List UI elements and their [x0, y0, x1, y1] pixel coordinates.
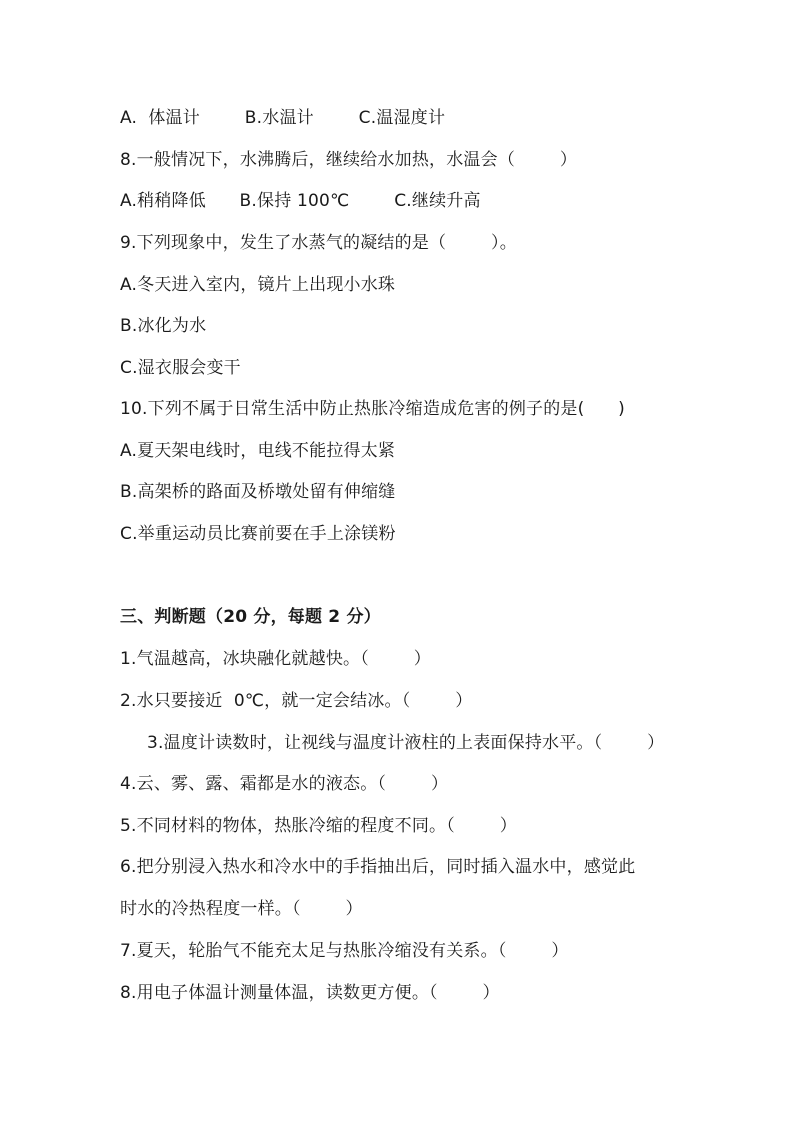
- q9-question: 9.下列现象中，发生了水蒸气的凝结的是（ ）。: [120, 233, 517, 253]
- tf-item-3: 3.温度计读数时，让视线与温度计液柱的上表面保持水平。（ ）: [147, 733, 665, 753]
- q10-option-a: A.夏天架电线时，电线不能拉得太紧: [120, 441, 396, 461]
- tf-item-2: 2.水只要接近 0℃，就一定会结冰。（ ）: [120, 691, 473, 711]
- q9-option-c: C.湿衣服会变干: [120, 358, 241, 378]
- q10-question: 10.下列不属于日常生活中防止热胀冷缩造成危害的例子的是( ): [120, 399, 625, 419]
- tf-item-1: 1.气温越高，冰块融化就越快。（ ）: [120, 649, 431, 669]
- tf-item-6: 6.把分别浸入热水和冷水中的手指抽出后，同时插入温水中，感觉此: [120, 857, 636, 877]
- tf-item-8: 8.用电子体温计测量体温，读数更方便。（ ）: [120, 983, 500, 1003]
- tf-item-5: 5.不同材料的物体，热胀冷缩的程度不同。（ ）: [120, 816, 517, 836]
- q8-options: A.稍稍降低 B.保持 100℃ C.继续升高: [120, 191, 481, 211]
- q10-option-b: B.高架桥的路面及桥墩处留有伸缩缝: [120, 482, 396, 502]
- q7-options: A. 体温计 B.水温计 C.温湿度计: [120, 108, 446, 128]
- q9-option-a: A.冬天进入室内，镜片上出现小水珠: [120, 275, 396, 295]
- q10-option-c: C.举重运动员比赛前要在手上涂镁粉: [120, 524, 396, 544]
- tf-item-6-continued: 时水的冷热程度一样。（ ）: [120, 899, 363, 919]
- section-heading-true-false: 三、判断题（20 分，每题 2 分）: [120, 607, 381, 627]
- q9-option-b: B.冰化为水: [120, 316, 207, 336]
- tf-item-4: 4.云、雾、露、霜都是水的液态。（ ）: [120, 774, 449, 794]
- tf-item-7: 7.夏天，轮胎气不能充太足与热胀冷缩没有关系。（ ）: [120, 941, 569, 961]
- q8-question: 8.一般情况下，水沸腾后，继续给水加热，水温会（ ）: [120, 150, 578, 170]
